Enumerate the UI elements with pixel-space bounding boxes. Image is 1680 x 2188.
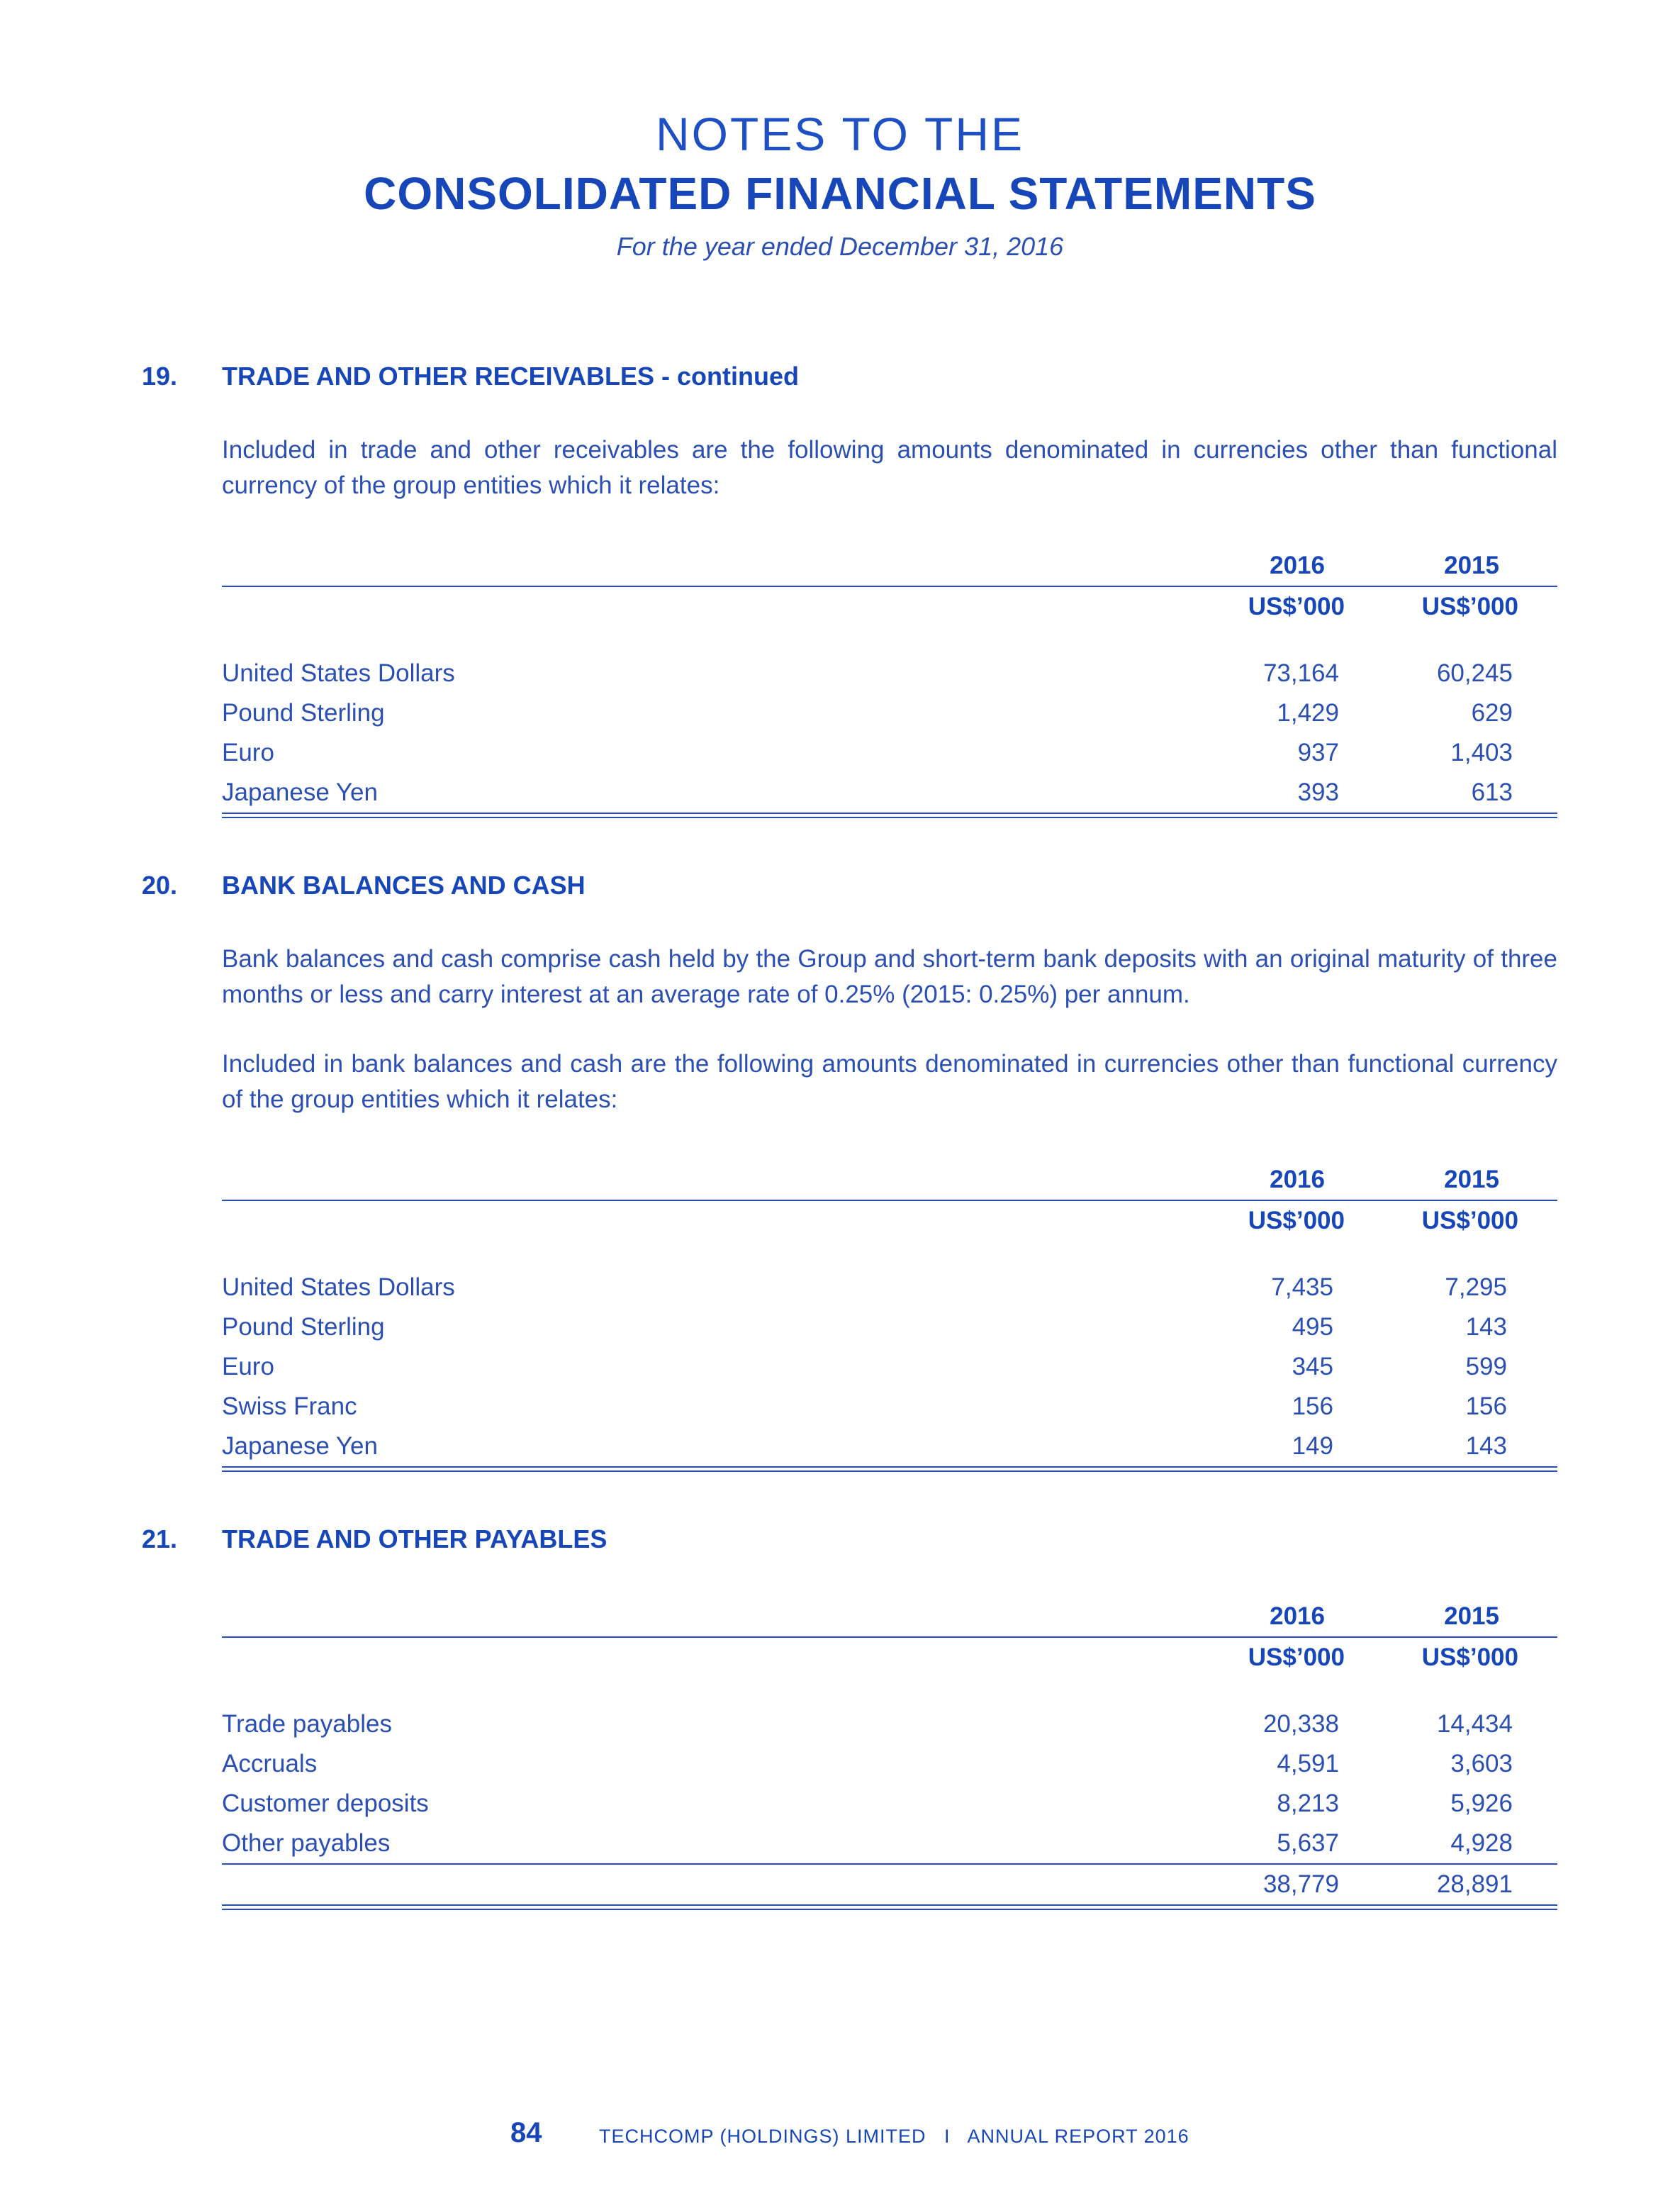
row-label: United States Dollars	[222, 659, 455, 687]
header-title-line2: CONSOLIDATED FINANCIAL STATEMENTS	[364, 168, 1316, 220]
row-label: Pound Sterling	[222, 699, 385, 727]
table-row	[222, 733, 1557, 773]
table-body	[222, 1704, 1557, 1863]
value-2016: 5,637	[1277, 1829, 1339, 1857]
value-2016: 7,435	[1271, 1273, 1333, 1301]
table-row	[222, 654, 1557, 693]
note-heading	[142, 1524, 1567, 1560]
row-label: Swiss Franc	[222, 1392, 357, 1420]
table-row	[222, 693, 1557, 733]
row-label: Customer deposits	[222, 1790, 429, 1817]
table-row	[222, 1427, 1557, 1466]
row-label: Other payables	[222, 1829, 391, 1857]
table-year-header	[222, 1166, 1557, 1200]
total-row	[222, 1865, 1557, 1904]
table-unit-header	[222, 1638, 1557, 1687]
value-2015: 156	[1465, 1392, 1507, 1420]
value-2015: 1,403	[1450, 739, 1513, 766]
value-2016: 495	[1292, 1313, 1333, 1341]
value-2016: 149	[1292, 1432, 1333, 1460]
value-2015: 613	[1471, 778, 1513, 806]
value-2015: 3,603	[1450, 1750, 1513, 1777]
double-rule	[222, 1904, 1557, 1910]
value-2015: 60,245	[1436, 659, 1513, 687]
column-unit-2015: US$’000	[1421, 1207, 1518, 1234]
page-number: 84	[510, 2117, 542, 2148]
receivables-table	[222, 552, 1557, 818]
row-label: Pound Sterling	[222, 1313, 385, 1341]
column-year-2015: 2015	[1444, 1166, 1499, 1193]
note-number: 20.	[142, 871, 178, 900]
note-number: 19.	[142, 362, 178, 391]
value-2015: 599	[1465, 1353, 1507, 1380]
table-body	[222, 654, 1557, 813]
header-title-line1: NOTES TO THE	[655, 108, 1025, 160]
value-2016: 345	[1292, 1353, 1333, 1380]
double-rule	[222, 813, 1557, 818]
value-2015: 5,926	[1450, 1790, 1513, 1817]
row-label: Accruals	[222, 1750, 318, 1777]
column-year-2015: 2015	[1444, 552, 1499, 579]
page-header	[0, 106, 1680, 262]
column-year-2015: 2015	[1444, 1602, 1499, 1630]
bank-balances-table	[222, 1166, 1557, 1472]
row-label: Euro	[222, 739, 274, 766]
row-label: Euro	[222, 1353, 274, 1380]
note-paragraph: Included in trade and other receivables are the following amounts denominated in currencies other than functional currency of the group entities which it relates:	[222, 436, 1557, 499]
table-row	[222, 1824, 1557, 1863]
value-2016: 8,213	[1277, 1790, 1339, 1817]
table-unit-header	[222, 1201, 1557, 1251]
note-title: TRADE AND OTHER PAYABLES	[222, 1524, 607, 1553]
row-label: Trade payables	[222, 1710, 392, 1738]
note-paragraph: Bank balances and cash comprise cash held by the Group and short-term bank deposits with an original maturity of three months or less and carry interest at an average rate of 0.25% (2015: 0.25%) per annum.	[222, 945, 1557, 1008]
value-2016: 73,164	[1262, 659, 1339, 687]
column-unit-2016: US$’000	[1248, 593, 1345, 620]
note-19	[142, 362, 1567, 818]
table-row	[222, 1268, 1557, 1307]
column-year-2016: 2016	[1270, 1602, 1325, 1630]
note-21	[142, 1524, 1567, 1910]
table-year-header	[222, 552, 1557, 586]
row-label: Japanese Yen	[222, 1432, 378, 1460]
note-heading	[142, 871, 1567, 906]
column-year-2016: 2016	[1270, 552, 1325, 579]
table-body	[222, 1268, 1557, 1466]
table-row	[222, 1744, 1557, 1784]
column-unit-2015: US$’000	[1421, 593, 1518, 620]
value-2016: 1,429	[1277, 699, 1339, 727]
footer-text: TECHCOMP (HOLDINGS) LIMITED I ANNUAL REPORT 2016	[599, 2126, 1189, 2147]
table-row	[222, 1704, 1557, 1744]
column-unit-2016: US$’000	[1248, 1207, 1345, 1234]
table-row	[222, 1387, 1557, 1427]
value-2015: 143	[1465, 1313, 1507, 1341]
total-2016: 38,779	[1262, 1870, 1339, 1898]
table-row	[222, 1784, 1557, 1824]
value-2016: 393	[1297, 778, 1339, 806]
table-unit-header	[222, 587, 1557, 637]
value-2015: 143	[1465, 1432, 1507, 1460]
row-label: United States Dollars	[222, 1273, 455, 1301]
column-unit-2015: US$’000	[1421, 1643, 1518, 1671]
column-unit-2016: US$’000	[1248, 1643, 1345, 1671]
header-subtitle: For the year ended December 31, 2016	[616, 232, 1064, 262]
value-2015: 629	[1471, 699, 1513, 727]
value-2016: 20,338	[1262, 1710, 1339, 1738]
note-number: 21.	[142, 1524, 178, 1553]
payables-table	[222, 1602, 1557, 1910]
note-title: TRADE AND OTHER RECEIVABLES - continued	[222, 362, 800, 391]
table-row	[222, 1347, 1557, 1387]
table-year-header	[222, 1602, 1557, 1636]
row-label: Japanese Yen	[222, 778, 378, 806]
value-2015: 7,295	[1445, 1273, 1507, 1301]
value-2016: 937	[1297, 739, 1339, 766]
value-2015: 14,434	[1436, 1710, 1513, 1738]
table-row	[222, 1307, 1557, 1347]
note-title: BANK BALANCES AND CASH	[222, 871, 586, 900]
column-year-2016: 2016	[1270, 1166, 1325, 1193]
double-rule	[222, 1466, 1557, 1472]
value-2016: 4,591	[1277, 1750, 1339, 1777]
value-2016: 156	[1292, 1392, 1333, 1420]
note-paragraph: Included in bank balances and cash are the following amounts denominated in currencies other than functional currency of the group entities which it relates:	[222, 1050, 1557, 1113]
value-2015: 4,928	[1450, 1829, 1513, 1857]
note-heading	[142, 362, 1567, 397]
table-row	[222, 773, 1557, 813]
note-20	[142, 871, 1567, 1472]
total-2015: 28,891	[1436, 1870, 1513, 1898]
